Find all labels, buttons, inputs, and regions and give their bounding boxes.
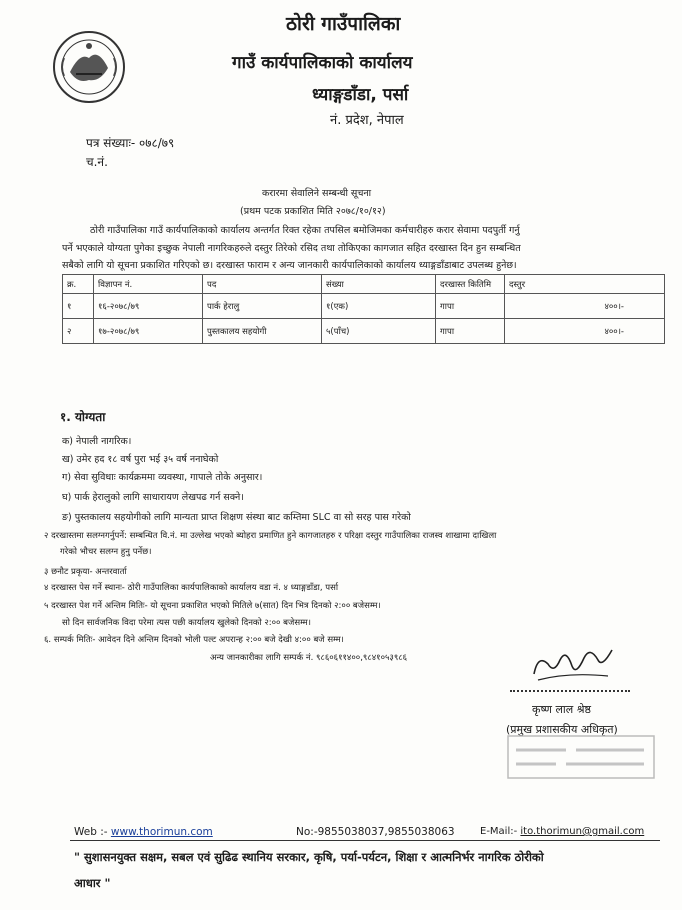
handwritten-signature <box>528 640 620 688</box>
signatory-name: कृष्ण लाल श्रेष्ठ <box>532 703 591 716</box>
point-5: ५ दरखास्त पेश गर्ने अन्तिम मितिः- यो सूचना प्रकाशित भएको मितिले ७(सात) दिन भित्र दिनको २:०० बजेसम्म। <box>44 601 381 611</box>
qualification-item: घ) पार्क हेरालुको लागि साधारायण लेखपढ गर्न सक्ने। <box>62 492 244 503</box>
cell-vigyapan: १६-२०७८/७९ <box>94 294 203 319</box>
qualification-item: ख) उमेर हद १८ वर्ष पुरा भई ३५ वर्ष ननाघेको <box>62 454 219 465</box>
footer-web <box>74 826 213 838</box>
contact-line: अन्य जानकारीका लागि सम्पर्क नं. ९८६०६११४००,९८४१०५३९८६ <box>210 653 408 663</box>
cell-sn: १ <box>63 294 94 319</box>
header-line3: ध्याङ्गडाँडा, पर्सा <box>312 85 409 105</box>
vacancy-table <box>62 274 665 344</box>
email-link[interactable]: ito.thorimun@gmail.com <box>520 826 645 837</box>
header-vigyapan: विज्ञापन नं. <box>94 275 203 294</box>
notice-subtitle: (प्रथम पटक प्रकाशित मिति २०७८/१०/१२) <box>240 206 386 217</box>
notice-title: करारमा सेवालिने सम्बन्धी सूचना <box>262 188 372 199</box>
table-row <box>63 319 665 344</box>
patra-sankhya: पत्र संख्याः- ०७८/७९ <box>86 136 175 150</box>
cell-sankhya: ५(पाँच) <box>322 319 436 344</box>
cell-sn: २ <box>63 319 94 344</box>
point-2-cont: गरेको भौचर सलग्न हुनु पर्नेछ। <box>60 547 152 557</box>
official-stamp <box>506 734 656 784</box>
email-label: E-Mail:- <box>480 826 518 837</box>
cell-vigyapan: १७-२०७८/७९ <box>94 319 203 344</box>
signature-line <box>510 690 630 692</box>
header-line4: नं. प्रदेश, नेपाल <box>330 113 404 128</box>
municipality-emblem-seal <box>50 28 128 110</box>
notice-para-line2: पर्ने भएकाले योग्यता पुगेका इच्छुक नेपाली नागरिकहरुले दस्तुर तिरेको रसिद तथा तोकिएका कागजात सहित दरखास्त दिन हुन सम्बन्धित <box>62 243 521 254</box>
signatory-title: (प्रमुख प्रशासकीय अधिकृत) <box>506 723 618 736</box>
header-pad: पद <box>203 275 322 294</box>
qualification-item: क) नेपाली नागरिक। <box>62 436 132 447</box>
footer-divider <box>70 840 660 841</box>
footer-slogan-line1: " सुशासनयुक्त सक्षम, सबल एवं सुढिढ स्थानिय सरकार, कृषि, पर्या-पर्यटन, शिक्षा र आत्मनिर्भर नागरिक ठोरीको <box>74 850 544 864</box>
header-dastur: दस्तुर <box>505 275 665 294</box>
header-sankhya: संख्या <box>322 275 436 294</box>
web-link[interactable]: www.thorimun.com <box>110 826 213 838</box>
cell-pad: पुस्तकालय सहयोगी <box>203 319 322 344</box>
header-line1: ठोरी गाउँपालिका <box>286 13 401 35</box>
point-4: ४ दरखास्त पेस गर्ने स्थानः- ठोरी गाउँपालिका कार्यपालिकाको कार्यालय वडा नं. ४ ध्याङ्गडाँडा, पर्सा <box>44 583 339 593</box>
footer-slogan-line2: आधार " <box>74 876 111 890</box>
point-3: ३ छनौट प्रकृया- अन्तरवार्ता <box>44 567 127 577</box>
web-label: Web :- <box>74 826 108 838</box>
cell-sankhya: १(एक) <box>322 294 436 319</box>
cell-dastur: ४००।- <box>505 319 665 344</box>
cell-darkhast: गापा <box>436 294 505 319</box>
notice-para-line1: ठोरी गाउँपालिका गाउँ कार्यपालिकाको कार्यालय अन्तर्गत रिक्त रहेका तपसिल बमोजिमका कर्मचारीहरु करार सेवामा पदपुर्ती गर्नु <box>90 225 520 236</box>
footer-phone: No:-9855038037,9855038063 <box>296 826 455 838</box>
table-row <box>63 294 665 319</box>
cell-darkhast: गापा <box>436 319 505 344</box>
qualification-item: ग) सेवा सुविधाः कार्यक्रममा व्यवस्था, गापाले तोके अनुसार। <box>62 472 263 483</box>
cell-dastur: ४००।- <box>505 294 665 319</box>
cha-na: च.नं. <box>86 155 108 169</box>
notice-para-line3: सबैको लागि यो सूचना प्रकाशित गरिएको छ। दरखास्त फाराम र अन्य जानकारी कार्यपालिकाको कार्यालय ध्याङ्गडाँडाबाट उपलब्ध हुनेछ। <box>62 260 517 271</box>
point-2: २ दरखास्तमा सलग्नगर्नुपर्ने: सम्बन्धित वि.नं. मा उल्लेख भएको ब्योहरा प्रमाणित हुने कागजातहरु र परिक्षा दस्तुर गाउँपालिका राजस्व शाखामा दाखिला <box>44 531 497 541</box>
header-line2: गाउँ कार्यपालिकाको कार्यालय <box>232 53 413 73</box>
cell-pad: पार्क हेरालु <box>203 294 322 319</box>
point-5-cont: सो दिन सार्वजनिक विदा परेमा त्यस पछी कार्यालय खुलेको दिनको २:०० बजेसम्म। <box>62 618 311 628</box>
qualification-heading: १. योग्यता <box>60 410 106 424</box>
header-darkhast: दरखास्त कितिमि <box>436 275 505 294</box>
qualification-item: ङ) पुस्तकालय सहयोगीको लागि मान्यता प्राप्त शिक्षण संस्था बाट कम्तिमा SLC वा सो सरह पास गरेको <box>62 512 411 523</box>
footer-email <box>480 826 644 837</box>
header-sn: क्र. <box>63 275 94 294</box>
table-header-row <box>63 275 665 294</box>
point-6: ६. सम्पर्क मितिः- आवेदन दिने अन्तिम दिनको भोली पल्ट अपरान्ह २:०० बजे देखी ४:०० बजे सम्म। <box>44 635 344 645</box>
